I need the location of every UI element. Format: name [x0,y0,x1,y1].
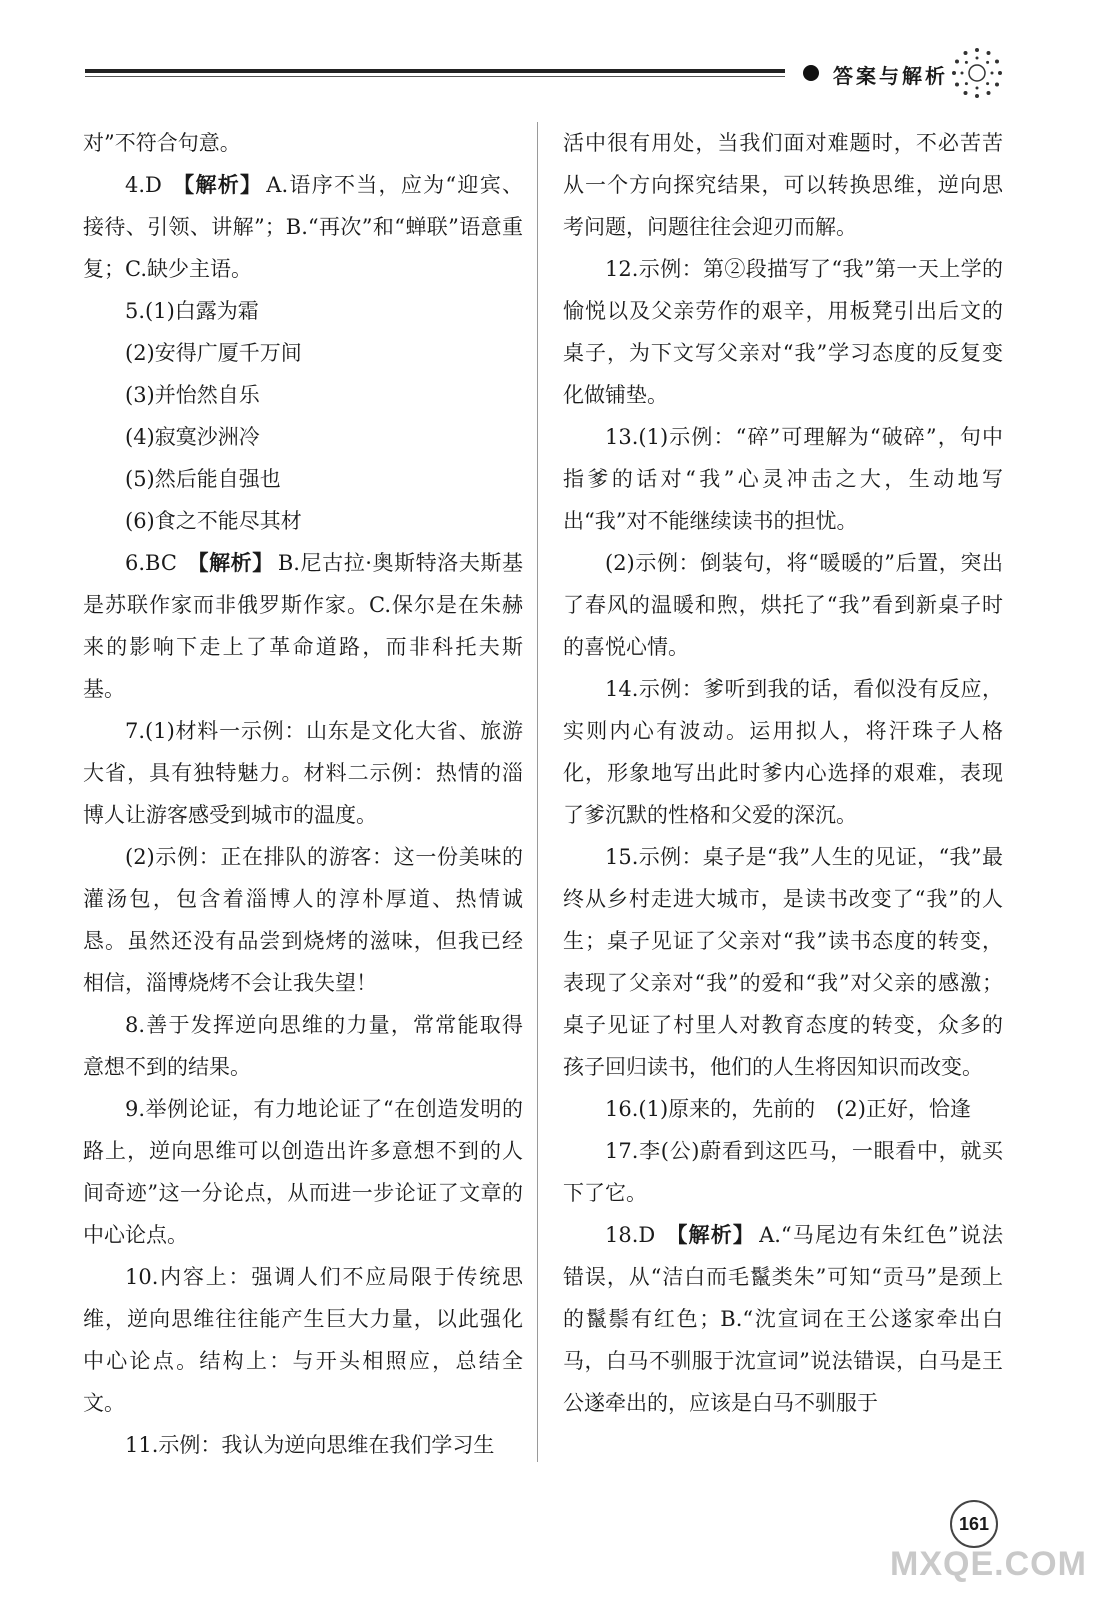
answer-column-right [563,122,1003,1424]
page-number: 161 [958,1513,990,1534]
answer-paragraph [83,836,523,1004]
answer-paragraph [563,416,1003,542]
answer-paragraph [83,290,523,332]
question-number: 4.D [125,173,162,197]
answer-text: 14.示例：爹听到我的话，看似没有反应，实则内心有波动。运用拟人，将汗珠子人格化，形象地写出此时爹内心选择的艰难，表现了爹沉默的性格和父爱的深沉。 [563,677,1003,827]
answer-paragraph [83,164,523,290]
analysis-tag: 【解析】 [171,172,263,197]
analysis-tag: 【解析】 [186,550,274,575]
answer-column-left [83,122,523,1466]
answer-text: 17.李(公)蔚看到这匹马，一眼看中，就买下了它。 [563,1139,1003,1205]
answer-text: (2)示例：倒装句，将“暖暖的”后置，突出了春风的温暖和煦，烘托了“我”看到新桌子时的喜悦心情。 [563,551,1003,659]
answer-text: 16.(1)原来的，先前的 (2)正好，恰逢 [605,1097,971,1121]
page-header [0,40,1093,130]
answer-text: (2)安得广厦千万间 [125,341,302,365]
section-title: 答案与解析 [833,64,948,88]
answer-paragraph [563,542,1003,668]
answer-paragraph [83,374,523,416]
answer-paragraph [83,542,523,710]
answer-paragraph [83,458,523,500]
answer-text: 8.善于发挥逆向思维的力量，常常能取得意想不到的结果。 [83,1013,523,1079]
answer-text: 13.(1)示例：“碎”可理解为“破碎”，句中指爹的话对“我”心灵冲击之大，生动地写出“我”对不能继续读书的担忧。 [563,425,1003,533]
answer-text: B.尼古拉·奥斯特洛夫斯基是苏联作家而非俄罗斯作家。C.保尔是在朱赫来的影响下走上了革命道路，而非科托夫斯基。 [83,551,523,701]
answer-paragraph [563,836,1003,1088]
answer-paragraph [83,1088,523,1256]
column-divider [537,122,538,1462]
answer-text: (3)并怡然自乐 [125,383,260,407]
watermark: MXQE.COM [890,1545,1087,1583]
answer-text: (2)示例：正在排队的游客：这一份美味的灌汤包，包含着淄博人的淳朴厚道、热情诚恳。虽然还没有品尝到烧烤的滋味，但我已经相信，淄博烧烤不会让我失望！ [83,845,523,995]
analysis-tag: 【解析】 [665,1222,756,1247]
answer-text: 15.示例：桌子是“我”人生的见证，“我”最终从乡村走进大城市，是读书改变了“我”的人生；桌子见证了父亲对“我”读书态度的转变，表现了父亲对“我”的爱和“我”对父亲的感激；桌子见证了村里人对教育态度的转变，众多的孩子回归读书，他们的人生将因知识而改变。 [563,845,1003,1079]
header-rule-thin [85,76,785,77]
answer-text: 12.示例：第②段描写了“我”第一天上学的愉悦以及父亲劳作的艰辛，用板凳引出后文的桌子，为下文写父亲对“我”学习态度的反复变化做铺垫。 [563,257,1003,407]
answer-paragraph [563,122,1003,248]
answer-text: (5)然后能自强也 [125,467,281,491]
answer-paragraph [563,1088,1003,1130]
answer-paragraph [83,416,523,458]
answer-paragraph [83,332,523,374]
answer-paragraph [83,710,523,836]
answer-paragraph [83,1004,523,1088]
answer-paragraph [563,248,1003,416]
answer-text: 对”不符合句意。 [83,131,241,155]
answer-paragraph [563,1130,1003,1214]
answer-text: 9.举例论证，有力地论证了“在创造发明的路上，逆向思维可以创造出许多意想不到的人间奇迹”这一分论点，从而进一步论证了文章的中心论点。 [83,1097,523,1247]
answer-text: A.语序不当，应为“迎宾、接待、引领、讲解”；B.“再次”和“蝉联”语意重复；C.缺少主语。 [83,173,523,281]
answer-text: (4)寂寞沙洲冷 [125,425,260,449]
header-bullet-icon [803,65,819,81]
question-number: 18.D [605,1223,656,1247]
answer-text: 7.(1)材料一示例：山东是文化大省、旅游大省，具有独特魅力。材料二示例：热情的淄博人让游客感受到城市的温度。 [83,719,523,827]
answer-text: 11.示例：我认为逆向思维在我们学习生 [125,1433,495,1457]
answer-paragraph [83,122,523,164]
answer-text: (6)食之不能尽其材 [125,509,302,533]
header-rule [85,69,785,73]
answer-paragraph [83,1256,523,1424]
answer-text: 活中很有用处，当我们面对难题时，不必苦苦从一个方向探究结果，可以转换思维，逆向思考问题，问题往往会迎刃而解。 [563,131,1003,239]
answer-paragraph [83,1424,523,1466]
page-number-badge [950,1500,998,1548]
answer-text: 10.内容上：强调人们不应局限于传统思维，逆向思维往往能产生巨大力量，以此强化中心论点。结构上：与开头相照应，总结全文。 [83,1265,523,1415]
sun-ornament-icon [950,46,1004,100]
answer-text: 5.(1)白露为霜 [125,299,259,323]
question-number: 6.BC [125,551,177,575]
answer-paragraph [563,1214,1003,1424]
answer-text: A.“马尾边有朱红色”说法错误，从“洁白而毛鬣类朱”可知“贡马”是颈上的鬣鬃有红色；B.“沈宣词在王公遂家牵出白马，白马不驯服于沈宣词”说法错误，白马是王公遂牵出的，应该是白马不驯服于 [563,1223,1004,1415]
answer-paragraph [563,668,1003,836]
answer-paragraph [83,500,523,542]
